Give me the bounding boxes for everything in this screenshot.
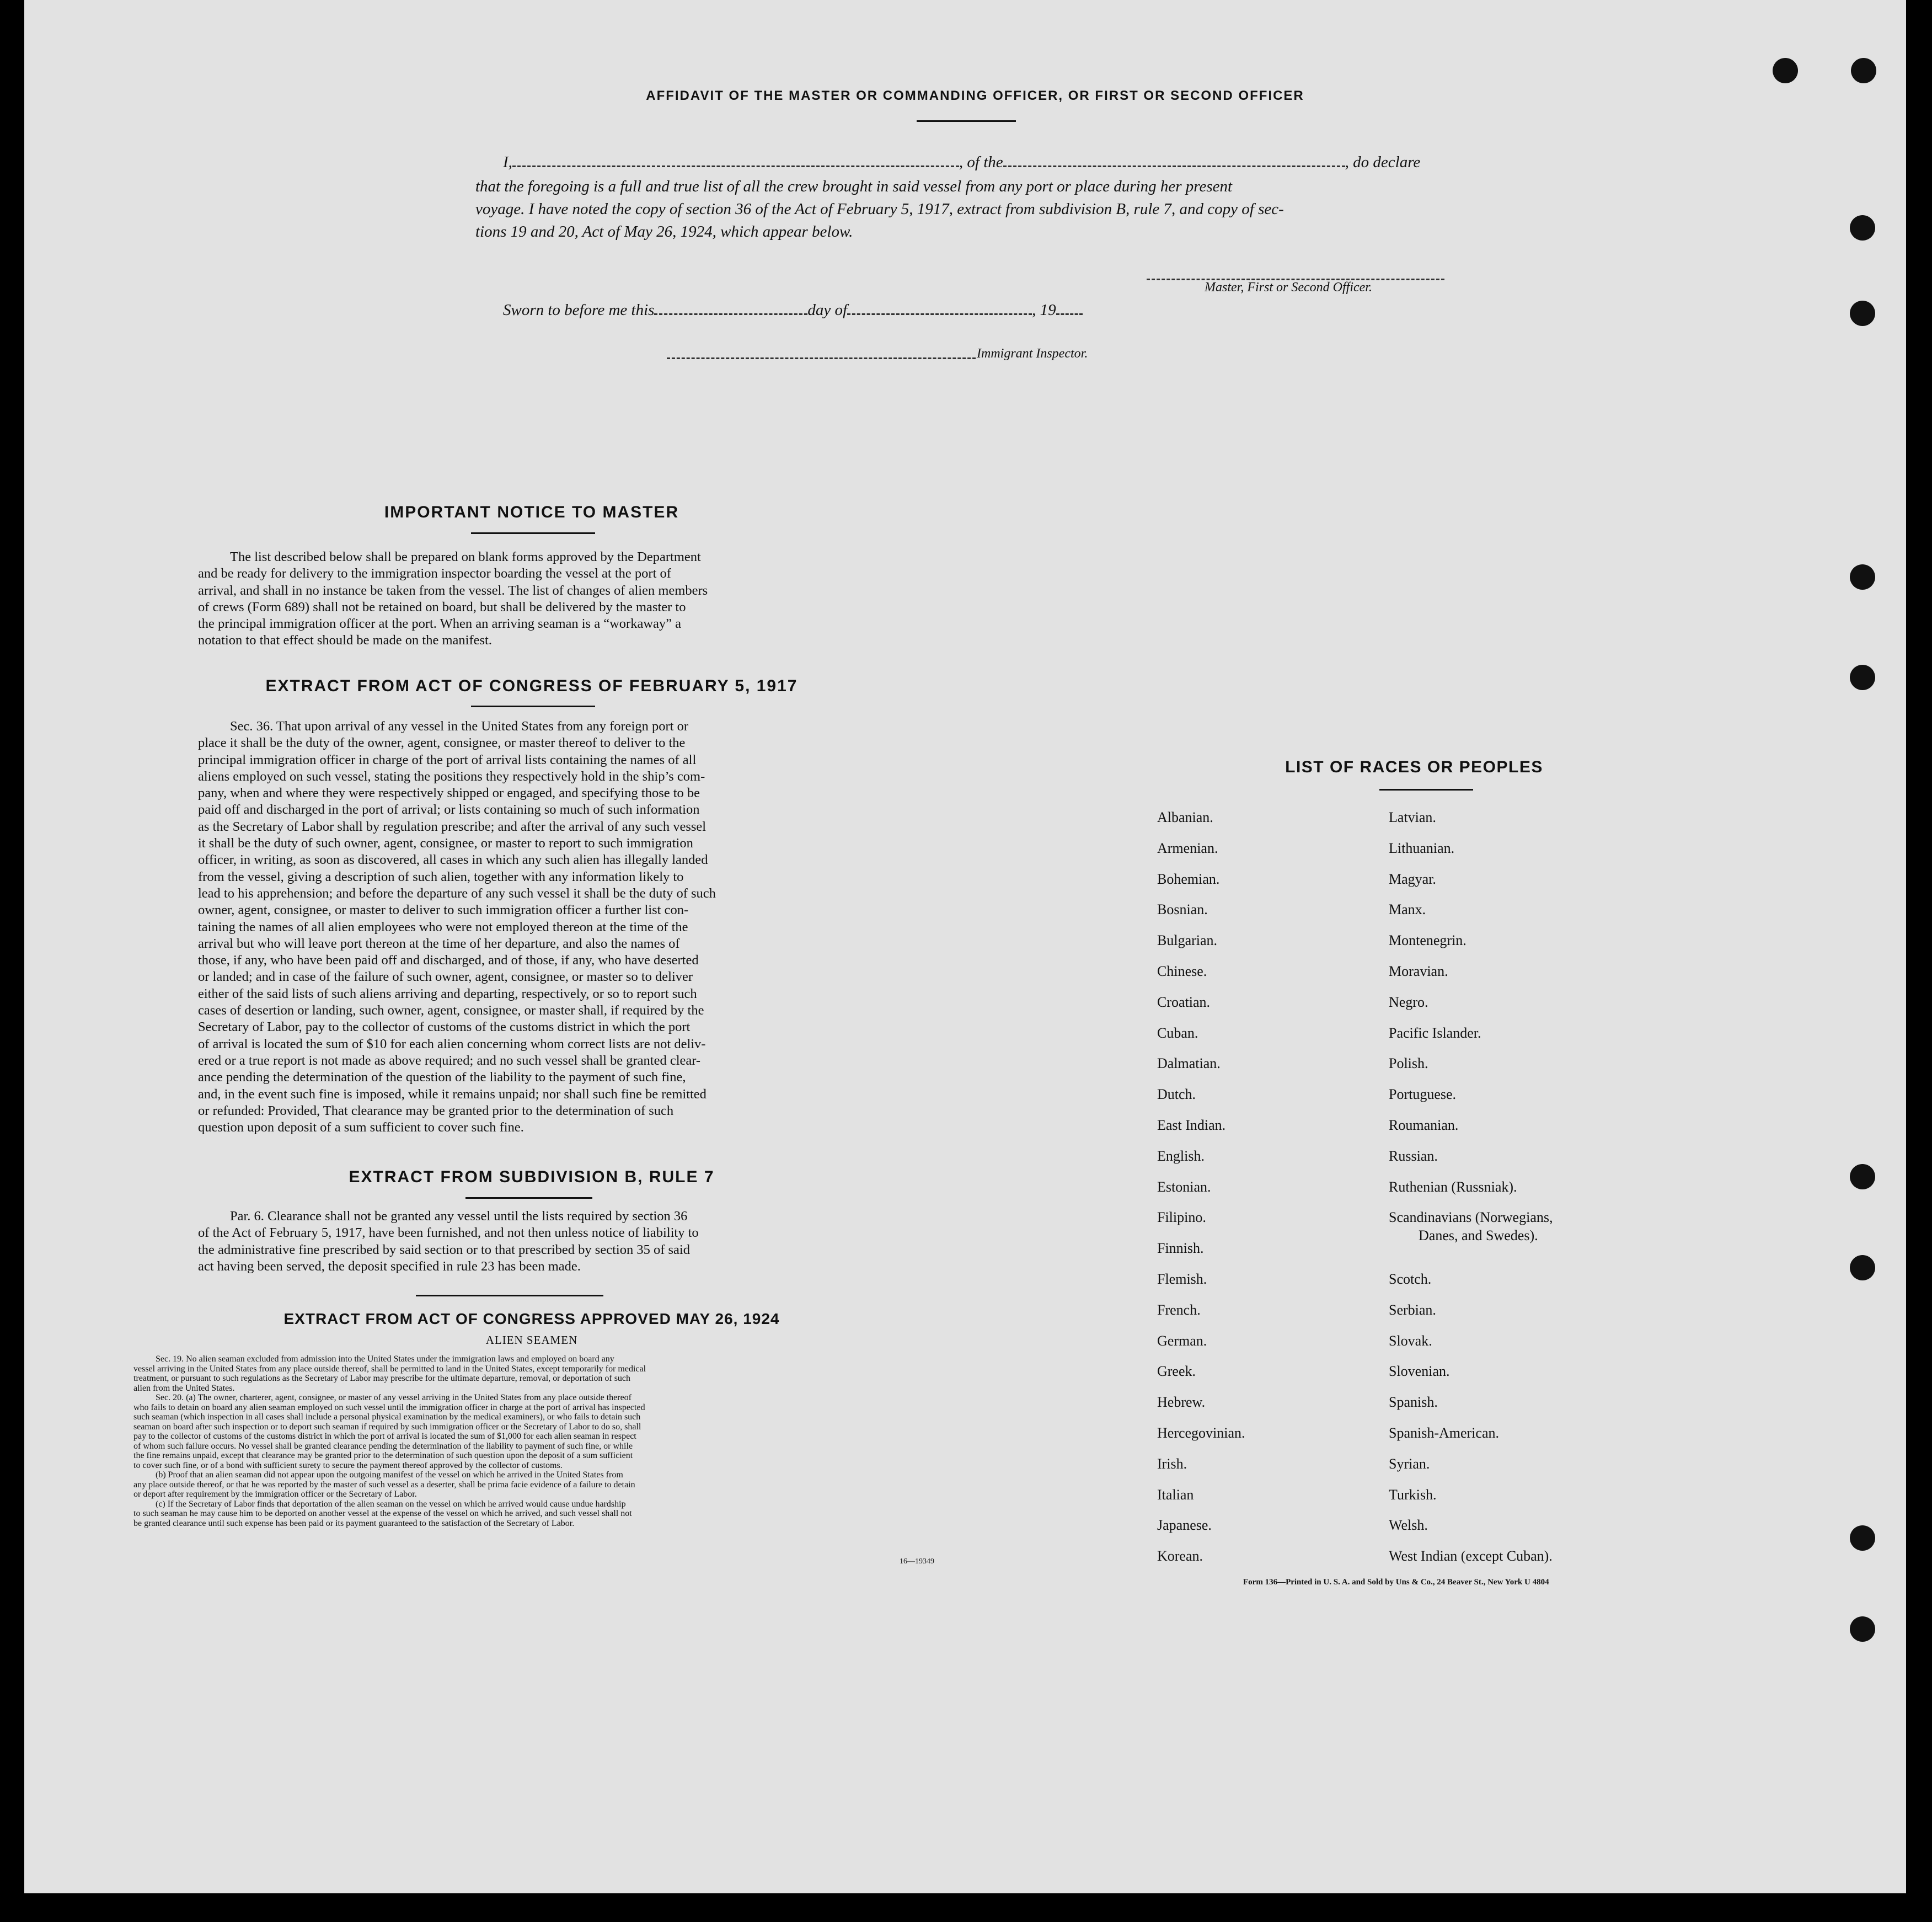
extract-1917-line: paid off and discharged in the port of arrival; or lists containing so much of such information [198,802,700,818]
extract-1924-title: EXTRACT FROM ACT OF CONGRESS APPROVED MAY 26, 1924 [283,1310,780,1327]
extract-1924-line: pay to the collector of customs of the customs district in which the port of arrival is located the sum of $1,000 for each alien seaman in respect [133,1432,636,1441]
race-item: Serbian. [1389,1301,1436,1318]
race-item: Greek. [1157,1363,1196,1380]
extract-1924-line: the fine remains unpaid, except that clearance may be granted prior to the determination of such question upon the deposit of a sum sufficient [133,1451,633,1460]
extract-1924-line: alien from the United States. [133,1383,235,1393]
extract-1917-line: pany, when and where they were respectively shipped or engaged, and specifying those to be [198,786,700,801]
extract-1917-line: Secretary of Labor, pay to the collector of customs of the customs district in which the port [198,1019,691,1035]
race-item: Flemish. [1157,1270,1207,1287]
extract-1917-body [198,718,842,1136]
extract-1917-line: taining the names of all alien employees who were not employed thereon at the time of the [198,919,688,935]
rule7-rule [465,1197,592,1199]
notice-title: IMPORTANT NOTICE TO MASTER [384,503,679,521]
race-item: Roumanian. [1389,1117,1459,1133]
sworn-day-field[interactable] [654,313,807,315]
race-item: Danes, and Swedes). [1419,1227,1538,1244]
vessel-field[interactable] [1003,165,1345,167]
of-the-label: , of the [959,153,1003,171]
extract-1917-line: or landed; and in case of the failure of such owner, agent, consignee, or master so to deliver [198,969,693,985]
notice-line: arrival, and shall in no instance be taken from the vessel. The list of changes of alien members [198,583,708,598]
race-item: Russian. [1389,1147,1438,1164]
extract-1917-line: ered or a true report is not made as above required; and no such vessel shall be granted clear- [198,1053,701,1068]
races-title: LIST OF RACES OR PEOPLES [1285,758,1543,776]
punch-hole [1850,215,1875,241]
notice-line: The list described below shall be prepared on blank forms approved by the Department [230,549,701,564]
notice-line: of crews (Form 689) shall not be retained on board, but shall be delivered by the master to [198,599,686,615]
race-item: Irish. [1157,1455,1187,1472]
extract-1917-line: those, if any, who have been paid off and discharged, and of those, if any, who have deserted [198,953,699,968]
extract-1917-line: arrival but who will leave port thereon at the time of her departure, and also the names of [198,936,680,951]
race-item: Welsh. [1389,1517,1428,1534]
extract-1917-line: question upon deposit of a sum sufficient to cover such fine. [198,1120,524,1135]
name-field[interactable] [512,165,959,167]
affidavit-line1 [503,152,1508,172]
form-code: 16—19349 [900,1557,934,1566]
extract-1917-line: either of the said lists of such aliens arriving and departing, respectively, or so to report such [198,986,697,1001]
sworn-year-field[interactable] [1056,313,1083,315]
race-item: Croatian. [1157,994,1211,1010]
notice-line: and be ready for delivery to the immigration inspector boarding the vessel at the port of [198,566,671,581]
race-item: Filipino. [1157,1209,1206,1226]
race-item: Hebrew. [1157,1394,1206,1411]
race-item: Spanish-American. [1389,1424,1500,1441]
rule7-line: Par. 6. Clearance shall not be granted any vessel until the lists required by section 36 [230,1209,688,1224]
race-item: Armenian. [1157,840,1218,856]
extract-1917-line: owner, agent, consignee, or master to deliver to such immigration officer a further list con- [198,903,689,918]
extract-1924-line: treatment, or pursuant to such regulations as the Secretary of Labor may prescribe for the ultimate departure, removal, or deportation of such [133,1374,631,1383]
punch-hole [1850,1525,1875,1551]
do-declare-label: , do declare [1345,153,1421,171]
extract-1924-line: of whom such failure occurs. No vessel shall be granted clearance pending the determination of the liability to payment of such fine, or while [133,1441,633,1451]
race-item: Spanish. [1389,1394,1438,1411]
extract-1924-line: or deport after requirement by the immigration officer or the Secretary of Labor. [133,1489,417,1499]
rule7-title: EXTRACT FROM SUBDIVISION B, RULE 7 [349,1168,715,1186]
race-item: Scotch. [1389,1270,1432,1287]
race-item: Korean. [1157,1548,1203,1565]
extract-1917-line: lead to his apprehension; and before the departure of any such vessel it shall be the duty of such [198,885,716,901]
rule7-line: act having been served, the deposit specified in rule 23 has been made. [198,1258,581,1274]
punch-hole [1850,1255,1875,1280]
section-divider [416,1295,603,1296]
races-left-column [1157,809,1378,1579]
affidavit-line2: that the foregoing is a full and true list of all the crew brought in said vessel from any port or place during her present [475,178,1233,195]
race-item: Hercegovinian. [1157,1424,1245,1441]
race-item: Estonian. [1157,1178,1211,1195]
extract-1917-line: it shall be the duty of such owner, agent, consignee, or master to report to such immigration [198,836,693,851]
extract-1924-line: vessel arriving in the United States from any place outside thereof, shall be permitted to land in the United States, except temporarily for medical [133,1364,646,1374]
race-item: English. [1157,1147,1205,1164]
sworn-label: Sworn to before me this [503,301,655,319]
race-item: Portuguese. [1389,1086,1457,1103]
rule7-body [198,1208,842,1275]
master-signature-label: Master, First or Second Officer. [1205,280,1372,295]
punch-hole [1850,301,1875,326]
race-item: Turkish. [1389,1486,1437,1503]
race-item: Magyar. [1389,871,1436,887]
race-item: Chinese. [1157,963,1207,979]
i-label: I, [503,153,512,171]
race-item: West Indian (except Cuban). [1389,1548,1553,1565]
extract-1924-body [133,1354,928,1528]
race-item: Pacific Islander. [1389,1024,1481,1041]
race-item: German. [1157,1332,1207,1349]
extract-1924-line: Sec. 20. (a) The owner, charterer, agent, consignee, or master of any vessel arriving in the United States from any place outside thereof [156,1393,631,1402]
affidavit-rule [917,120,1016,122]
extract-1917-line: principal immigration officer in charge of the port of arrival lists containing the names of all [198,752,697,767]
race-item: Slovak. [1389,1332,1432,1349]
race-item: Montenegrin. [1389,932,1467,949]
extract-1917-line: Sec. 36. That upon arrival of any vessel in the United States from any foreign port or [230,719,688,734]
race-item: Albanian. [1157,809,1213,825]
race-item: Cuban. [1157,1024,1198,1041]
extract-1917-line: or refunded: Provided, That clearance may be granted prior to the determination of such [198,1103,674,1118]
day-of-label: day of [807,301,848,319]
race-item: Polish. [1389,1055,1428,1072]
extract-1917-line: of arrival is located the sum of $10 for each alien concerning whom correct lists are not deliv- [198,1036,706,1051]
extract-1917-rule [471,706,595,707]
sworn-month-field[interactable] [847,313,1032,315]
extract-1917-line: ance pending the determination of the question of the liability to the payment of such fine, [198,1070,686,1085]
extract-1924-line: Sec. 19. No alien seaman excluded from admission into the United States under the immigration laws and employed on board any [156,1354,614,1364]
race-item: Bohemian. [1157,871,1220,887]
race-item: Slovenian. [1389,1363,1450,1380]
affidavit-line4: tions 19 and 20, Act of May 26, 1924, which appear below. [475,223,853,241]
punch-hole [1850,1164,1875,1189]
punch-hole [1850,564,1875,590]
race-item: East Indian. [1157,1117,1226,1133]
race-item: Finnish. [1157,1240,1204,1257]
printer-footer: Form 136—Printed in U. S. A. and Sold by Uns & Co., 24 Beaver St., New York U 4804 [1243,1578,1549,1587]
extract-1924-line: any place outside thereof, or that he was reported by the master of such vessel as a deserter, shall be prima facie evidence of a failure to detain [133,1480,635,1489]
inspector-signature-line[interactable] [667,357,976,359]
extract-1917-line: from the vessel, giving a description of such alien, together with any information likely to [198,869,684,884]
extract-1924-subtitle: ALIEN SEAMEN [485,1333,578,1347]
race-item: Syrian. [1389,1455,1430,1472]
race-item: Latvian. [1389,809,1436,825]
race-item: Lithuanian. [1389,840,1455,856]
punch-hole [1850,1616,1875,1642]
notice-line: the principal immigration officer at the port. When an arriving seaman is a “workaway” a [198,616,682,632]
extract-1924-line: (b) Proof that an alien seaman did not appear upon the outgoing manifest of the vessel on which he arrived in the United States from [156,1470,623,1480]
race-item: Japanese. [1157,1517,1212,1534]
form-page [24,0,1906,1893]
race-item: Bosnian. [1157,901,1208,918]
race-item: French. [1157,1301,1201,1318]
race-item: Scandinavians (Norwegians, [1389,1209,1553,1226]
punch-hole [1850,665,1875,690]
extract-1924-line: to such seaman he may cause him to be deported on another vessel at the expense of the vessel on which he arrived, and such vessel shall not [133,1509,632,1518]
race-item: Moravian. [1389,963,1448,979]
extract-1917-line: place it shall be the duty of the owner, agent, consignee, or master thereof to deliver to the [198,735,686,751]
notice-line: notation to that effect should be made on the manifest. [198,633,492,648]
extract-1917-line: aliens employed on such vessel, stating the positions they respectively hold in the ship’s com- [198,768,705,784]
rule7-line: of the Act of February 5, 1917, have been furnished, and not then unless notice of liability to [198,1225,699,1241]
race-item: Italian [1157,1486,1194,1503]
extract-1917-line: as the Secretary of Labor shall by regulation prescribe; and after the arrival of any such vessel [198,819,707,834]
extract-1917-title: EXTRACT FROM ACT OF CONGRESS OF FEBRUARY 5, 1917 [265,677,798,695]
extract-1924-line: (c) If the Secretary of Labor finds that deportation of the alien seaman on the vessel on which he arrived would cause undue hardship [156,1499,626,1509]
extract-1917-line: officer, in writing, as soon as discovered, all cases in which any such alien has illegally landed [198,852,708,868]
extract-1924-line: be granted clearance until such expense has been paid or its payment guaranteed to the satisfaction of the Secretary of Labor. [133,1518,575,1528]
affidavit-line3: voyage. I have noted the copy of section 36 of the Act of February 5, 1917, extract from subdivision B, rule 7, and copy of sec- [475,200,1284,218]
extract-1924-line: to cover such fine, or of a bond with sufficient surety to secure the payment thereof approved by the collector of customs. [133,1460,563,1470]
punch-hole [1851,58,1876,83]
punch-hole [1773,58,1798,83]
race-item: Manx. [1389,901,1426,918]
races-rule [1379,789,1473,791]
extract-1917-line: cases of desertion or landing, such owner, agent, consignee, or master shall, if required by the [198,1003,704,1018]
race-item: Ruthenian (Russniak). [1389,1178,1517,1195]
extract-1924-line: who fails to detain on board any alien seaman employed on such vessel until the immigration officer in charge at the port of arrival has inspected [133,1402,645,1412]
notice-rule [471,532,595,534]
race-item: Dutch. [1157,1086,1196,1103]
race-item: Negro. [1389,994,1428,1010]
race-item: Dalmatian. [1157,1055,1221,1072]
sworn-line [503,300,1220,320]
extract-1924-line: seaman on board after such inspection or to deport such seaman if required by such immigration officer or the Secretary of Labor to do so, shall [133,1422,641,1432]
affidavit-title: AFFIDAVIT OF THE MASTER OR COMMANDING OFFICER, OR FIRST OR SECOND OFFICER [646,88,1304,103]
inspector-label: Immigrant Inspector. [977,346,1088,361]
rule7-line: the administrative fine prescribed by said section or to that prescribed by section 35 of said [198,1242,690,1257]
notice-body [198,549,842,649]
race-item: Bulgarian. [1157,932,1218,949]
extract-1917-line: and, in the event such fine is imposed, while it remains unpaid; nor shall such fine be remitted [198,1086,707,1102]
year-label: , 19 [1032,301,1056,319]
races-right-column [1389,809,1653,1579]
extract-1924-line: such seaman (which inspection in all cases shall include a personal physical examination by the medical examiners), or who fails to detain such [133,1412,641,1422]
